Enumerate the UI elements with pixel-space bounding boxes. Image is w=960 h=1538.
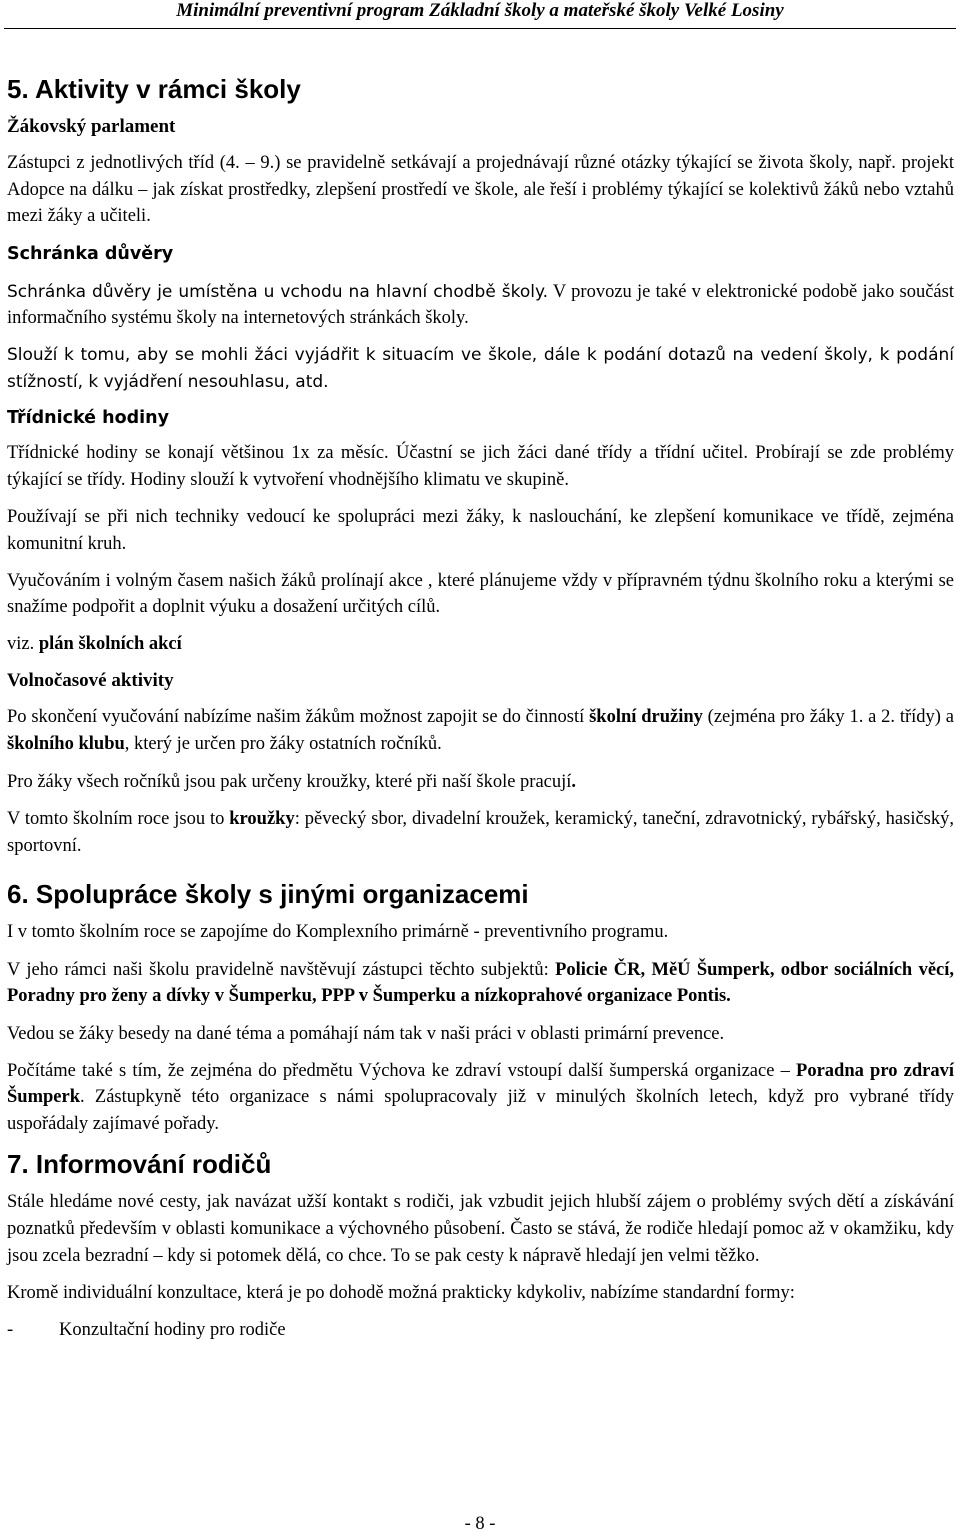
- parliament-heading: Žákovský parlament: [7, 116, 176, 137]
- school-events-plan: plán školních akcí: [38, 633, 182, 654]
- free-time-paragraph-3: [7, 806, 954, 859]
- section-5-heading: 5. Aktivity v rámci školy: [7, 74, 301, 104]
- class-hours-paragraph-1: Třídnické hodiny se konají většinou 1x za měsíc. Účastní se jich žáci dané třídy a třídní učitel. Probírají se zde problémy týkající se třídy. Hodiny slouží k vytvoření vhodnějšího klimatu ve skupině.: [7, 443, 954, 490]
- free-time-text-a: Po skončení vyučování nabízíme našim žákům možnost zapojit se do činností: [7, 707, 590, 728]
- trust-box-text-b: V provozu je také v elektronické podobě jako součást informačního systému školy na internetových stránkách školy.: [7, 281, 954, 329]
- viz-prefix: viz.: [7, 633, 39, 654]
- trust-box-heading: Schránka důvěry: [7, 243, 174, 264]
- cooperation-p4-text-a: Počítáme také s tím, že zejména do předmětu Výchova ke zdraví vstoupí další šumperská organizace –: [7, 1060, 797, 1081]
- cooperation-paragraph-4: [7, 1058, 954, 1138]
- list-dash: -: [7, 1319, 14, 1340]
- header-rule: [4, 28, 956, 29]
- section-6-heading: 6. Spolupráce školy s jinými organizacemi: [7, 879, 529, 910]
- free-time-p3-text-c: : pěvecký sbor, divadelní kroužek, keramický, taneční, zdravotnický, rybářský, hasičský, sportovní.: [7, 809, 954, 856]
- free-time-heading: Volnočasové aktivity: [7, 670, 174, 692]
- health-counseling-center: Poradna pro zdraví Šumperk: [7, 1060, 955, 1108]
- class-hours-paragraph-2: Používají se při nich techniky vedoucí ke spolupráci mezi žáky, k naslouchání, ke zlepšení komunikace ve třídě, zejména komunitní kruh.: [7, 507, 954, 554]
- running-header: Minimální preventivní program Základní školy a mateřské školy Velké Losiny: [176, 0, 784, 21]
- parents-paragraph-2: Kromě individuální konzultace, která je po dohodě možná prakticky kdykoliv, nabízíme standardní formy:: [7, 1283, 795, 1304]
- parents-paragraph-1: Stále hledáme nové cesty, jak navázat užší kontakt s rodiči, jak vzbudit jejich hlubší zájem o problémy svých dětí a získávání poznatků především v oblasti komunikace a výchovného působení. Často se stává, že rodiče hledají pomoc až v okamžiku, kdy jsou zcela bezradní – kdy si potomek dělá, co chce. To se pak cesty k nápravě hledají jen velmi těžko.: [7, 1192, 954, 1266]
- free-time-p2-text: Pro žáky všech ročníků jsou pak určeny kroužky, které při naší škole pracují: [7, 771, 572, 792]
- cooperation-p4-text-c: . Zástupkyně této organizace s námi spolupracovaly již v minulých školních letech, když pro vybrané třídy uspořádaly zajímavé pořady.: [7, 1087, 954, 1134]
- trust-box-paragraph-2: Slouží k tomu, aby se mohli žáci vyjádřit k situacím ve škole, dále k podání dotazů na vedení školy, k podání stížností, k vyjádření nesouhlasu, atd.: [7, 344, 954, 392]
- class-hours-heading: Třídnické hodiny: [7, 408, 170, 429]
- cooperation-paragraph-3: Vedou se žáky besedy na dané téma a pomáhají nám tak v naši práci v oblasti primární prevence.: [7, 1024, 725, 1045]
- list-item: [7, 1317, 954, 1343]
- section-7-heading: 7. Informování rodičů: [7, 1149, 272, 1180]
- free-time-paragraph-2: [7, 769, 954, 796]
- school-club: školního klubu: [7, 733, 125, 754]
- school-events-ref: [7, 631, 954, 658]
- content: [7, 72, 954, 1343]
- trust-box-paragraph-1: [7, 279, 954, 332]
- clubs-word: kroužky: [229, 809, 295, 830]
- free-time-text-e: , který je určen pro žáky ostatních ročníků.: [124, 733, 442, 754]
- free-time-p3-text-a: V tomto školním roce jsou to: [7, 809, 230, 830]
- page-number: - 8 -: [464, 1514, 496, 1534]
- cooperation-paragraph-1: I v tomto školním roce se zapojíme do Komplexního primárně - preventivního programu.: [7, 922, 669, 943]
- cooperation-paragraph-2: [7, 957, 954, 1010]
- free-time-paragraph-1: [7, 704, 954, 757]
- cooperation-p2-text: V jeho rámci naši školu pravidelně navštěvují zástupci těchto subjektů:: [7, 959, 556, 980]
- consultation-hours: Konzultační hodiny pro rodiče: [59, 1319, 286, 1340]
- cooperation-partners: Policie ČR, MěÚ Šumperk, odbor sociálních věcí, Poradny pro ženy a dívky v Šumperku, PPP v Šumperku a nízkoprahové organizace Pontis.: [7, 959, 955, 1007]
- trust-box-text-a: Schránka důvěry je umístěna u vchodu na hlavní chodbě školy.: [7, 281, 549, 302]
- after-school-club: školní družiny: [589, 707, 703, 728]
- class-hours-paragraph-3: Vyučováním i volným časem našich žáků prolínají akce , které plánujeme vždy v přípravném týdnu školního roku a kterými se snažíme podpořit a doplnit výuku a dosažení určitých cílů.: [7, 570, 954, 618]
- free-time-p2-dot: .: [571, 771, 577, 792]
- free-time-text-c: (zejména pro žáky 1. a 2. třídy) a: [702, 707, 954, 728]
- parliament-text: Zástupci z jednotlivých tříd (4. – 9.) se pravidelně setkávají a projednávají různé otázky týkající se života školy, např. projekt Adopce na dálku – jak získat prostředky, zlepšení prostředí ve škole, ale řeší i problémy týkající se kolektivů žáků nebo vztahů mezi žáky a učiteli.: [7, 153, 954, 227]
